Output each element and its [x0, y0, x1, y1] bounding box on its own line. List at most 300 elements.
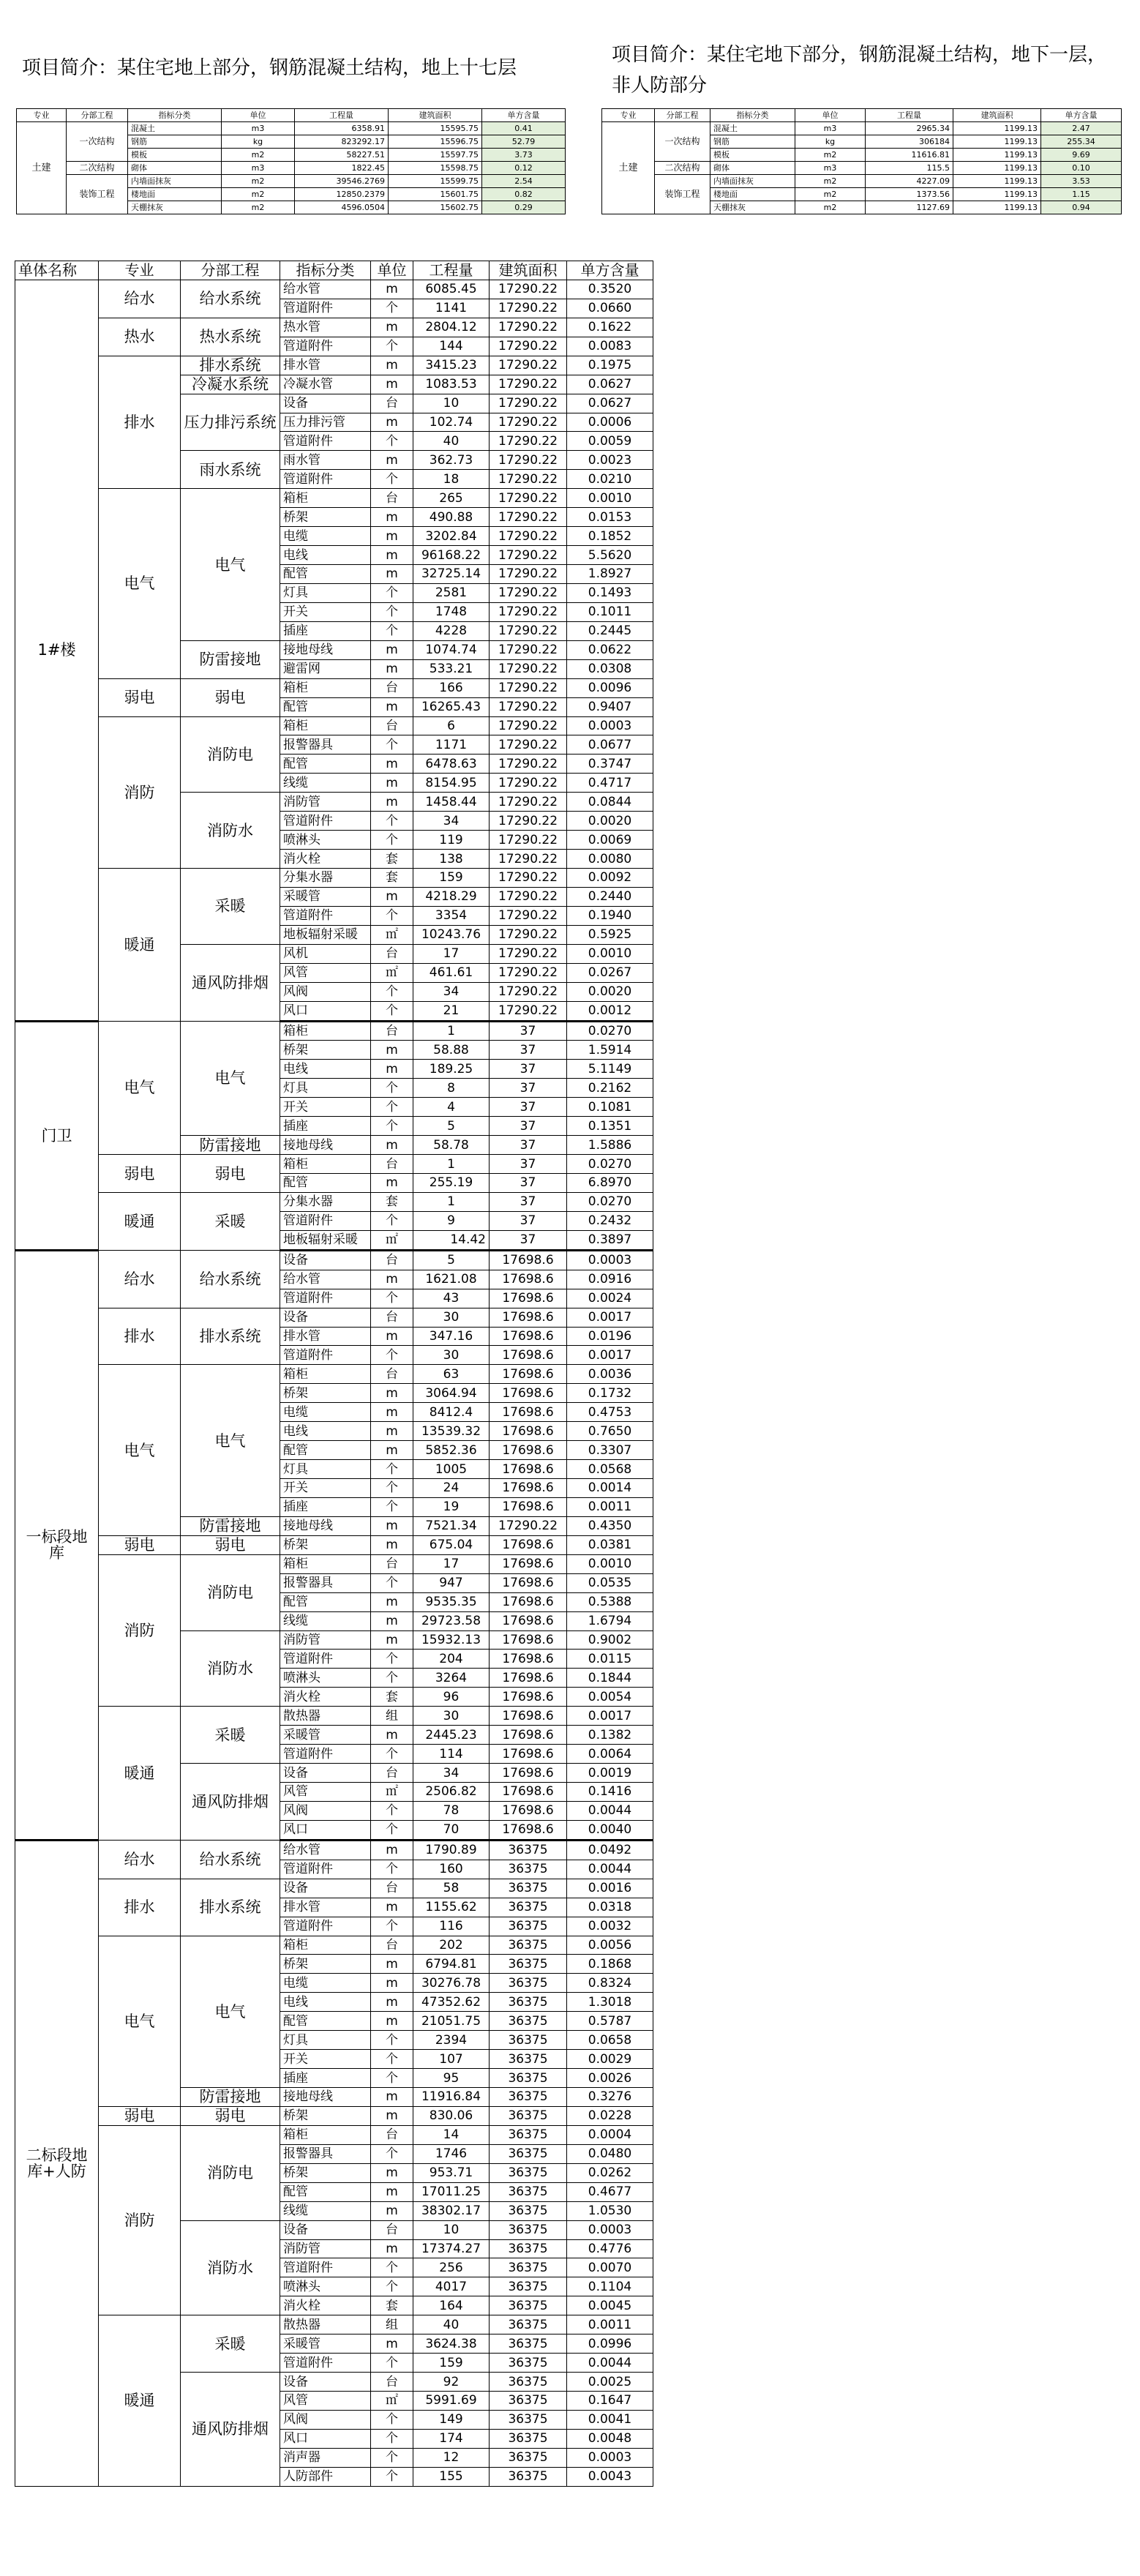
quantity-cell: 1074.74	[413, 640, 490, 659]
area-cell: 36375	[490, 2050, 567, 2069]
unit-cell: m	[371, 1993, 413, 2012]
area-cell: 17290.22	[490, 716, 567, 735]
ratio-cell: 0.0011	[567, 1497, 653, 1516]
indicator-cell: 箱柜	[280, 1021, 371, 1041]
ratio-cell: 0.3520	[567, 280, 653, 299]
cell: 模板	[128, 149, 222, 162]
unit-cell: 个	[371, 1079, 413, 1098]
ratio-cell: 0.3747	[567, 755, 653, 774]
ratio-cell: 0.0627	[567, 394, 653, 413]
table-row	[15, 356, 653, 375]
quantity-cell: 96168.22	[413, 546, 490, 565]
subproject-cell: 电气	[181, 1021, 280, 1136]
ratio-cell: 0.0045	[567, 2296, 653, 2315]
cell: 1127.69	[866, 201, 953, 214]
quantity-cell: 114	[413, 1745, 490, 1764]
cell: 306184	[866, 135, 953, 149]
area-cell: 17698.6	[490, 1611, 567, 1630]
ratio-cell: 5.1149	[567, 1060, 653, 1079]
building-name-cell: 1#楼	[15, 280, 99, 1021]
ratio-cell: 0.1493	[567, 583, 653, 602]
indicator-cell: 箱柜	[280, 1365, 371, 1384]
area-cell: 36375	[490, 2467, 567, 2486]
indicator-cell: 风口	[280, 2429, 371, 2448]
unit-cell: 个	[371, 1289, 413, 1308]
ratio-cell: 0.4753	[567, 1403, 653, 1422]
unit-cell: m	[371, 1060, 413, 1079]
col-header: 工程量	[413, 261, 490, 280]
quantity-cell: 30	[413, 1308, 490, 1327]
quantity-cell: 155	[413, 2467, 490, 2486]
table-row	[17, 175, 566, 188]
indicator-cell: 灯具	[280, 1460, 371, 1479]
ratio-cell: 0.0270	[567, 1155, 653, 1174]
cell: 1373.56	[866, 188, 953, 201]
unit-cell: 个	[371, 2069, 413, 2088]
unit-cell: m	[371, 546, 413, 565]
subproject-cell: 防雷接地	[181, 640, 280, 678]
indicator-cell: 箱柜	[280, 1554, 371, 1573]
cell: 52.79	[482, 135, 566, 149]
cell: 39546.2769	[295, 175, 389, 188]
indicator-cell: 消防管	[280, 793, 371, 812]
col-header: 单位	[795, 109, 866, 122]
unit-cell: 台	[371, 678, 413, 697]
ratio-cell: 0.0210	[567, 470, 653, 489]
unit-cell: m	[371, 1592, 413, 1611]
ratio-cell: 0.0043	[567, 2467, 653, 2486]
unit-cell: 个	[371, 2031, 413, 2050]
unit-cell: m	[371, 1840, 413, 1860]
indicator-cell: 设备	[280, 1879, 371, 1898]
cell: m3	[795, 162, 866, 175]
col-header: 分部工程	[67, 109, 128, 122]
col-header: 专业	[602, 109, 655, 122]
area-cell: 36375	[490, 2163, 567, 2182]
area-cell: 36375	[490, 2392, 567, 2411]
indicator-cell: 开关	[280, 1479, 371, 1498]
table-row	[15, 1192, 653, 1211]
unit-cell: 个	[371, 2144, 413, 2163]
group-cell: 一次结构	[655, 122, 710, 162]
quantity-cell: 2804.12	[413, 318, 490, 337]
quantity-cell: 40	[413, 432, 490, 451]
subproject-cell: 电气	[181, 489, 280, 641]
quantity-cell: 17374.27	[413, 2239, 490, 2258]
ratio-cell: 0.0017	[567, 1346, 653, 1365]
area-cell: 17698.6	[490, 1554, 567, 1573]
quantity-cell: 10	[413, 2220, 490, 2239]
indicator-cell: 采暖管	[280, 2334, 371, 2354]
area-cell: 17290.22	[490, 546, 567, 565]
col-header: 建筑面积	[953, 109, 1041, 122]
ratio-cell: 0.7650	[567, 1422, 653, 1441]
indicator-cell: 线缆	[280, 774, 371, 793]
cell: 15598.75	[389, 162, 482, 175]
col-header: 单方含量	[482, 109, 566, 122]
ratio-cell: 0.4677	[567, 2182, 653, 2201]
quantity-cell: 149	[413, 2410, 490, 2429]
quantity-cell: 255.19	[413, 1174, 490, 1193]
unit-cell: ㎡	[371, 1230, 413, 1250]
quantity-cell: 160	[413, 1860, 490, 1879]
indicator-cell: 风阀	[280, 2410, 371, 2429]
table-row	[15, 1707, 653, 1726]
ratio-cell: 0.0660	[567, 299, 653, 318]
ratio-cell: 0.0096	[567, 678, 653, 697]
cell: 15596.75	[389, 135, 482, 149]
quantity-cell: 202	[413, 1936, 490, 1955]
indicator-cell: 桥架	[280, 1955, 371, 1974]
unit-cell: m	[371, 1422, 413, 1441]
cell: 255.34	[1041, 135, 1122, 149]
indicator-cell: 电线	[280, 1993, 371, 2012]
area-cell: 17698.6	[490, 1441, 567, 1460]
indicator-cell: 接地母线	[280, 1516, 371, 1535]
major-cell: 土建	[17, 122, 67, 214]
quantity-cell: 34	[413, 1764, 490, 1783]
quantity-cell: 5852.36	[413, 1441, 490, 1460]
indicator-cell: 排水管	[280, 356, 371, 375]
quantity-cell: 2506.82	[413, 1783, 490, 1802]
quantity-cell: 14.42	[413, 1230, 490, 1250]
unit-cell: 台	[371, 394, 413, 413]
indicator-cell: 配管	[280, 755, 371, 774]
area-cell: 36375	[490, 1860, 567, 1879]
ratio-cell: 0.0480	[567, 2144, 653, 2163]
area-cell: 36375	[490, 2258, 567, 2277]
ratio-cell: 0.0048	[567, 2429, 653, 2448]
discipline-cell: 电气	[99, 1021, 181, 1155]
indicator-cell: 插座	[280, 1117, 371, 1136]
indicator-cell: 设备	[280, 394, 371, 413]
unit-cell: 个	[371, 2354, 413, 2373]
unit-cell: 台	[371, 2125, 413, 2144]
area-cell: 36375	[490, 2334, 567, 2354]
unit-cell: 套	[371, 850, 413, 869]
col-header: 指标分类	[280, 261, 371, 280]
area-cell: 36375	[490, 1917, 567, 1936]
header-row	[602, 109, 1122, 122]
ratio-cell: 0.0029	[567, 2050, 653, 2069]
ratio-cell: 0.0010	[567, 944, 653, 963]
cell: 内墙面抹灰	[710, 175, 795, 188]
discipline-cell: 热水	[99, 318, 181, 356]
cell: m2	[795, 149, 866, 162]
area-cell: 17698.6	[490, 1289, 567, 1308]
quantity-cell: 47352.62	[413, 1993, 490, 2012]
quantity-cell: 17011.25	[413, 2182, 490, 2201]
quantity-cell: 5	[413, 1250, 490, 1270]
quantity-cell: 4	[413, 1098, 490, 1117]
unit-cell: 台	[371, 2373, 413, 2392]
quantity-cell: 102.74	[413, 413, 490, 432]
indicator-cell: 管道附件	[280, 1211, 371, 1230]
cell: 1822.45	[295, 162, 389, 175]
indicator-cell: 箱柜	[280, 1155, 371, 1174]
area-cell: 17290.22	[490, 869, 567, 888]
indicator-cell: 报警器具	[280, 1573, 371, 1592]
col-header: 单方含量	[567, 261, 653, 280]
unit-cell: m	[371, 2088, 413, 2107]
indicator-cell: 喷淋头	[280, 2277, 371, 2296]
quantity-cell: 2445.23	[413, 1726, 490, 1745]
unit-cell: m	[371, 1403, 413, 1422]
area-cell: 17290.22	[490, 489, 567, 508]
indicator-cell: 风管	[280, 963, 371, 982]
cell: 115.5	[866, 162, 953, 175]
unit-cell: 个	[371, 2467, 413, 2486]
indicator-cell: 设备	[280, 2373, 371, 2392]
area-cell: 17290.22	[490, 451, 567, 470]
ratio-cell: 0.1852	[567, 527, 653, 546]
col-header: 专业	[17, 109, 67, 122]
group-cell: 装饰工程	[655, 175, 710, 214]
ratio-cell: 0.0270	[567, 1021, 653, 1041]
indicator-cell: 风口	[280, 1820, 371, 1840]
indicator-cell: 风阀	[280, 982, 371, 1001]
subproject-cell: 给水系统	[181, 280, 280, 318]
cell: 15602.75	[389, 201, 482, 214]
quantity-cell: 30276.78	[413, 1974, 490, 1993]
table-row	[15, 1250, 653, 1270]
unit-cell: 个	[371, 1745, 413, 1764]
indicator-cell: 插座	[280, 2069, 371, 2088]
unit-cell: 台	[371, 1554, 413, 1573]
ratio-cell: 0.0003	[567, 2220, 653, 2239]
area-cell: 17698.6	[490, 1820, 567, 1840]
indicator-cell: 灯具	[280, 2031, 371, 2050]
ratio-cell: 0.0012	[567, 1001, 653, 1021]
unit-cell: 台	[371, 1936, 413, 1955]
discipline-cell: 给水	[99, 1250, 181, 1308]
area-cell: 17290.22	[490, 906, 567, 925]
quantity-cell: 116	[413, 1917, 490, 1936]
quantity-cell: 1155.62	[413, 1898, 490, 1917]
quantity-cell: 8412.4	[413, 1403, 490, 1422]
ratio-cell: 0.0056	[567, 1936, 653, 1955]
unit-cell: 个	[371, 2277, 413, 2296]
quantity-cell: 2394	[413, 2031, 490, 2050]
quantity-cell: 159	[413, 869, 490, 888]
ratio-cell: 1.8927	[567, 565, 653, 584]
quantity-cell: 347.16	[413, 1327, 490, 1346]
quantity-cell: 461.61	[413, 963, 490, 982]
indicator-cell: 管道附件	[280, 1860, 371, 1879]
building-name-cell: 二标段地 库+人防	[15, 1840, 99, 2486]
ratio-cell: 0.0059	[567, 432, 653, 451]
unit-cell: m	[371, 2334, 413, 2354]
quantity-cell: 63	[413, 1365, 490, 1384]
quantity-cell: 6	[413, 716, 490, 735]
cell: 天棚抹灰	[128, 201, 222, 214]
area-cell: 17290.22	[490, 583, 567, 602]
area-cell: 17698.6	[490, 1573, 567, 1592]
subproject-cell: 通风防排烟	[181, 1764, 280, 1841]
area-cell: 37	[490, 1230, 567, 1250]
unit-cell: m	[371, 659, 413, 678]
area-cell: 36375	[490, 1993, 567, 2012]
indicator-cell: 散热器	[280, 1707, 371, 1726]
ratio-cell: 0.0153	[567, 508, 653, 527]
quantity-cell: 166	[413, 678, 490, 697]
ratio-cell: 0.3307	[567, 1441, 653, 1460]
table-row	[602, 175, 1122, 188]
indicator-cell: 消火栓	[280, 1688, 371, 1707]
col-header: 单方含量	[1041, 109, 1122, 122]
ratio-cell: 0.0627	[567, 375, 653, 394]
unit-cell: 个	[371, 1860, 413, 1879]
quantity-cell: 32725.14	[413, 565, 490, 584]
cell: 1199.13	[953, 162, 1041, 175]
subproject-cell: 排水系统	[181, 356, 280, 375]
indicator-cell: 管道附件	[280, 1917, 371, 1936]
area-cell: 17290.22	[490, 527, 567, 546]
ratio-cell: 0.0996	[567, 2334, 653, 2354]
quantity-cell: 4228	[413, 621, 490, 640]
discipline-cell: 暖通	[99, 1192, 181, 1250]
area-cell: 17698.6	[490, 1497, 567, 1516]
table-row	[15, 2315, 653, 2334]
area-cell: 17290.22	[490, 659, 567, 678]
cell: 58227.51	[295, 149, 389, 162]
unit-cell: 个	[371, 1917, 413, 1936]
cell: 9.69	[1041, 149, 1122, 162]
unit-cell: m	[371, 1174, 413, 1193]
unit-cell: 个	[371, 1573, 413, 1592]
area-cell: 17290.22	[490, 565, 567, 584]
subproject-cell: 防雷接地	[181, 1136, 280, 1155]
area-cell: 17290.22	[490, 697, 567, 716]
quantity-cell: 2581	[413, 583, 490, 602]
area-cell: 17698.6	[490, 1650, 567, 1669]
group-cell: 装饰工程	[67, 175, 128, 214]
area-cell: 17290.22	[490, 356, 567, 375]
unit-cell: m	[371, 1898, 413, 1917]
unit-cell: m	[371, 1384, 413, 1403]
area-cell: 17698.6	[490, 1535, 567, 1554]
indicator-cell: 开关	[280, 602, 371, 621]
quantity-cell: 1748	[413, 602, 490, 621]
quantity-cell: 40	[413, 2315, 490, 2334]
ratio-cell: 0.0318	[567, 1898, 653, 1917]
indicator-cell: 桥架	[280, 1041, 371, 1060]
unit-cell: 个	[371, 1001, 413, 1021]
quantity-cell: 4017	[413, 2277, 490, 2296]
ratio-cell: 5.5620	[567, 546, 653, 565]
unit-cell: 台	[371, 944, 413, 963]
unit-cell: m	[371, 2012, 413, 2031]
quantity-cell: 92	[413, 2373, 490, 2392]
unit-cell: 个	[371, 2448, 413, 2467]
ratio-cell: 0.0658	[567, 2031, 653, 2050]
discipline-cell: 消防	[99, 2125, 181, 2315]
ratio-cell: 0.0010	[567, 1554, 653, 1573]
cell: m3	[795, 122, 866, 135]
quantity-cell: 256	[413, 2258, 490, 2277]
area-cell: 36375	[490, 2182, 567, 2201]
indicator-cell: 配管	[280, 697, 371, 716]
indicator-cell: 箱柜	[280, 1936, 371, 1955]
ratio-cell: 0.0228	[567, 2106, 653, 2125]
indicator-cell: 箱柜	[280, 489, 371, 508]
unit-cell: 个	[371, 2258, 413, 2277]
ratio-cell: 0.0568	[567, 1460, 653, 1479]
quantity-cell: 6085.45	[413, 280, 490, 299]
unit-cell: m	[371, 318, 413, 337]
quantity-cell: 21051.75	[413, 2012, 490, 2031]
cell: m2	[795, 188, 866, 201]
quantity-cell: 189.25	[413, 1060, 490, 1079]
ratio-cell: 0.0010	[567, 489, 653, 508]
quantity-cell: 7521.34	[413, 1516, 490, 1535]
area-cell: 17290.22	[490, 280, 567, 299]
unit-cell: m	[371, 451, 413, 470]
unit-cell: m	[371, 1726, 413, 1745]
indicator-cell: 设备	[280, 1250, 371, 1270]
cell: m3	[222, 162, 295, 175]
unit-cell: 台	[371, 1308, 413, 1327]
indicator-cell: 风阀	[280, 1801, 371, 1820]
ratio-cell: 0.0092	[567, 869, 653, 888]
indicator-cell: 分集水器	[280, 1192, 371, 1211]
quantity-cell: 1	[413, 1192, 490, 1211]
col-header: 单体名称	[15, 261, 99, 280]
ratio-cell: 0.0677	[567, 735, 653, 755]
discipline-cell: 弱电	[99, 1535, 181, 1554]
quantity-cell: 43	[413, 1289, 490, 1308]
building-name-cell: 门卫	[15, 1021, 99, 1250]
discipline-cell: 电气	[99, 489, 181, 678]
table-row	[15, 1840, 653, 1860]
unit-cell: 个	[371, 982, 413, 1001]
table-row	[15, 1936, 653, 1955]
cell: 15601.75	[389, 188, 482, 201]
ratio-cell: 0.1416	[567, 1783, 653, 1802]
unit-cell: ㎡	[371, 963, 413, 982]
indicator-cell: 雨水管	[280, 451, 371, 470]
indicator-cell: 风口	[280, 1001, 371, 1021]
ratio-cell: 0.0381	[567, 1535, 653, 1554]
indicator-cell: 电缆	[280, 1974, 371, 1993]
unit-cell: 组	[371, 1707, 413, 1726]
area-cell: 17290.22	[490, 831, 567, 850]
quantity-cell: 4218.29	[413, 887, 490, 906]
subproject-cell: 电气	[181, 1936, 280, 2088]
area-cell: 17290.22	[490, 887, 567, 906]
quantity-cell: 6794.81	[413, 1955, 490, 1974]
unit-cell: m	[371, 1270, 413, 1289]
ratio-cell: 0.2445	[567, 621, 653, 640]
area-cell: 17290.22	[490, 394, 567, 413]
unit-cell: 个	[371, 2050, 413, 2069]
cell: 2.54	[482, 175, 566, 188]
cell: 混凝土	[128, 122, 222, 135]
area-cell: 36375	[490, 1955, 567, 1974]
unit-cell: m	[371, 1535, 413, 1554]
cell: 15599.75	[389, 175, 482, 188]
unit-cell: ㎡	[371, 1783, 413, 1802]
cell: 3.53	[1041, 175, 1122, 188]
cell: 6358.91	[295, 122, 389, 135]
quantity-cell: 1621.08	[413, 1270, 490, 1289]
ratio-cell: 1.6794	[567, 1611, 653, 1630]
subproject-cell: 弱电	[181, 2106, 280, 2125]
area-cell: 17698.6	[490, 1630, 567, 1650]
header-row	[15, 261, 653, 280]
indicator-cell: 配管	[280, 1174, 371, 1193]
indicator-cell: 箱柜	[280, 678, 371, 697]
